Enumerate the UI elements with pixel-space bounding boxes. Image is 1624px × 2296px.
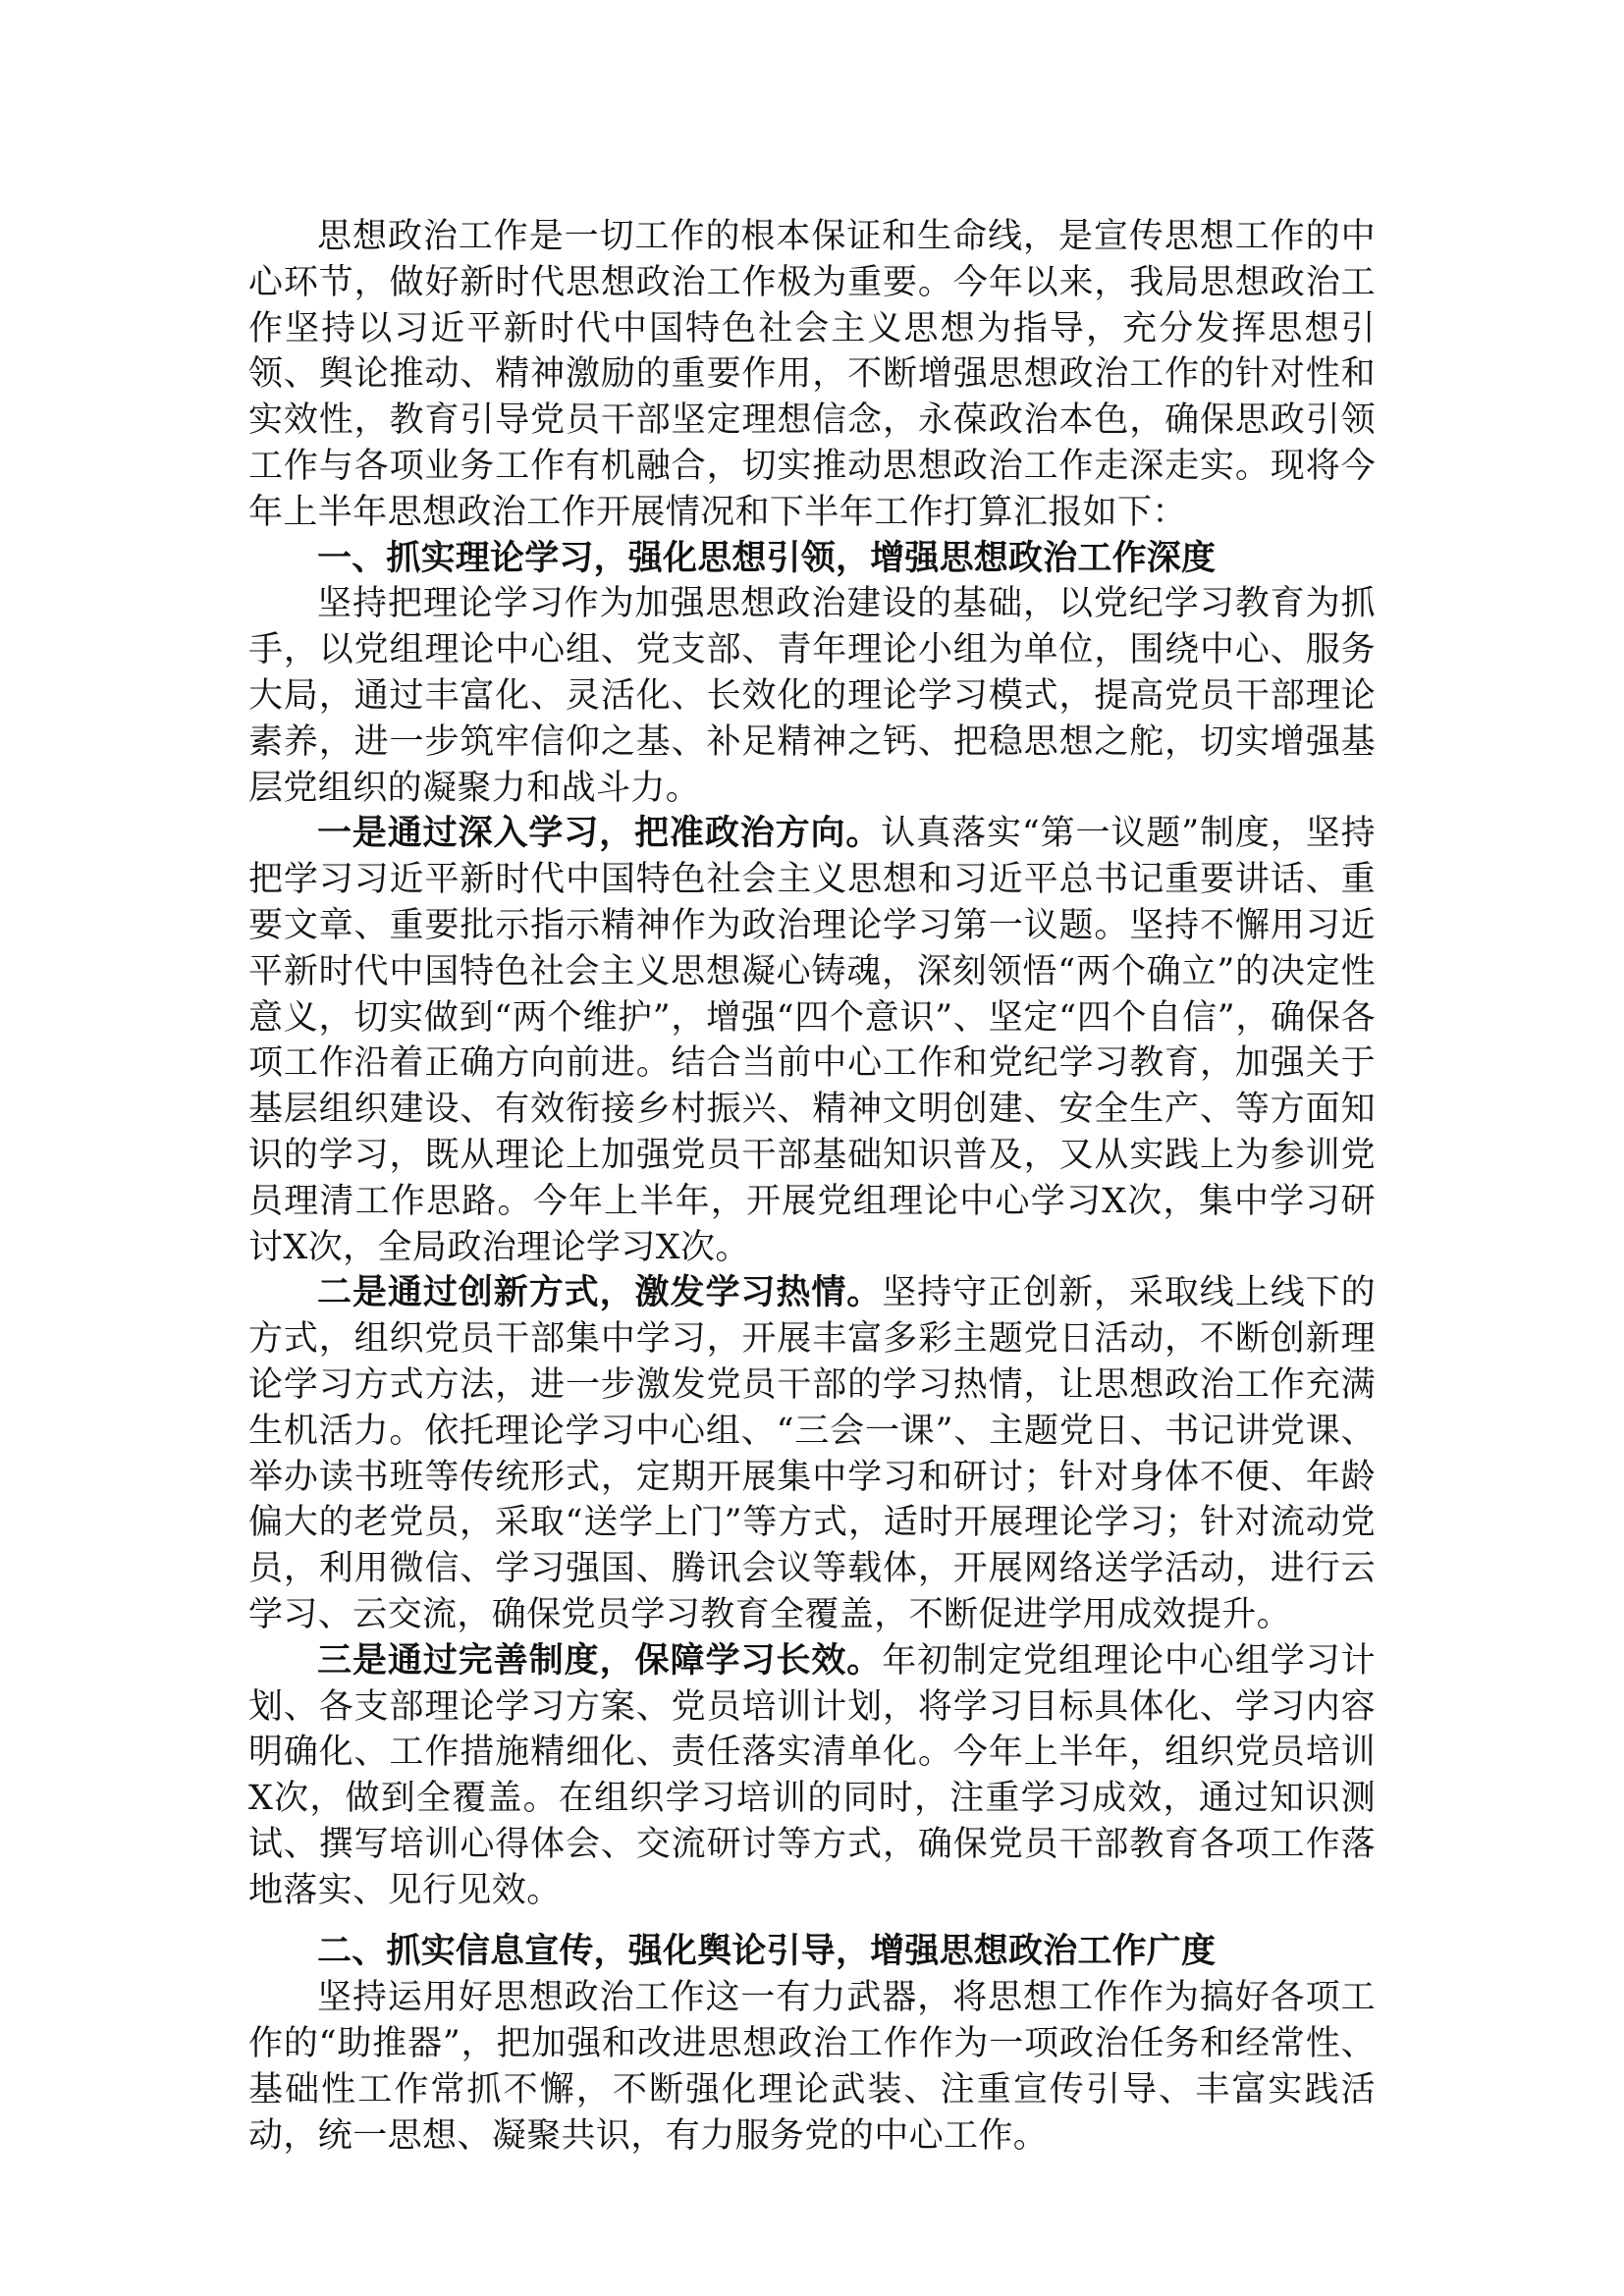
point-1-lead: 一是通过深入学习，把准政治方向。: [317, 813, 882, 854]
section-1-point-2: [248, 1270, 1376, 1637]
intro-paragraph: 思想政治工作是一切工作的根本保证和生命线，是宣传思想工作的中心环节，做好新时代思想政治工作极为重要。今年以来，我局思想政治工作坚持以习近平新时代中国特色社会主义思想为指导，充分发挥思想引领、舆论推动、精神激励的重要作用，不断增强思想政治工作的针对性和实效性，教育引导党员干部坚定理想信念，永葆政治本色，确保思政引领工作与各项业务工作有机融合，切实推动思想政治工作走深走实。现将今年上半年思想政治工作开展情况和下半年工作打算汇报如下：: [248, 217, 1376, 532]
section-1-point-3: [248, 1638, 1376, 1914]
section-1-point-1: [248, 811, 1376, 1270]
section-1-summary: 坚持把理论学习作为加强思想政治建设的基础，以党纪学习教育为抓手，以党组理论中心组、党支部、青年理论小组为单位，围绕中心、服务大局，通过丰富化、灵活化、长效化的理论学习模式，提高党员干部理论素养，进一步筑牢信仰之基、补足精神之钙、把稳思想之舵，切实增强基层党组织的凝聚力和战斗力。: [248, 584, 1376, 808]
point-1-body: 认真落实“第一议题”制度，坚持把学习习近平新时代中国特色社会主义思想和习近平总书记重要讲话、重要文章、重要批示指示精神作为政治理论学习第一议题。坚持不懈用习近平新时代中国特色社会主义思想凝心铸魂，深刻领悟“两个确立”的决定性意义，切实做到“两个维护”，增强“四个意识”、坚定“四个自信”，确保各项工作沿着正确方向前进。结合当前中心工作和党纪学习教育，加强关于基层组织建设、有效衔接乡村振兴、精神文明创建、安全生产、等方面知识的学习，既从理论上加强党员干部基础知识普及，又从实践上为参训党员理清工作思路。今年上半年，开展党组理论中心学习X次，集中学习研讨X次，全局政治理论学习X次。: [248, 814, 1376, 1267]
section-2-summary: 坚持运用好思想政治工作这一有力武器，将思想工作作为搞好各项工作的“助推器”，把加强和改进思想政治工作作为一项政治任务和经常性、基础性工作常抓不懈，不断强化理论武装、注重宣传引导、丰富实践活动，统一思想、凝聚共识，有力服务党的中心工作。: [248, 1978, 1376, 2156]
document-body: [248, 214, 1376, 2159]
point-2-lead: 二是通过创新方式，激发学习热情。: [317, 1272, 883, 1313]
point-2-body: 坚持守正创新，采取线上线下的方式，组织党员干部集中学习，开展丰富多彩主题党日活动，不断创新理论学习方式方法，进一步激发党员干部的学习热情，让思想政治工作充满生机活力。依托理论学习中心组、“三会一课”、主题党日、书记讲党课、举办读书班等传统形式，定期开展集中学习和研讨；针对身体不便、年龄偏大的老党员，采取“送学上门”等方式，适时开展理论学习；针对流动党员，利用微信、学习强国、腾讯会议等载体，开展网络送学活动，进行云学习、云交流，确保党员学习教育全覆盖，不断促进学用成效提升。: [248, 1273, 1377, 1634]
point-3-lead: 三是通过完善制度，保障学习长效。: [317, 1639, 883, 1681]
section-1-heading: 一、抓实理论学习，强化思想引领，增强思想政治工作深度: [317, 538, 1217, 578]
section-2-heading: 二、抓实信息宣传，强化舆论引导，增强思想政治工作广度: [317, 1932, 1217, 1972]
point-3-body: 年初制定党组理论中心组学习计划、各支部理论学习方案、党员培训计划，将学习目标具体化、学习内容明确化、工作措施精细化、责任落实清单化。今年上半年，组织党员培训X次，做到全覆盖。在组织学习培训的同时，注重学习成效，通过知识测试、撰写培训心得体会、交流研讨等方式，确保党员干部教育各项工作落地落实、见行见效。: [248, 1640, 1377, 1910]
